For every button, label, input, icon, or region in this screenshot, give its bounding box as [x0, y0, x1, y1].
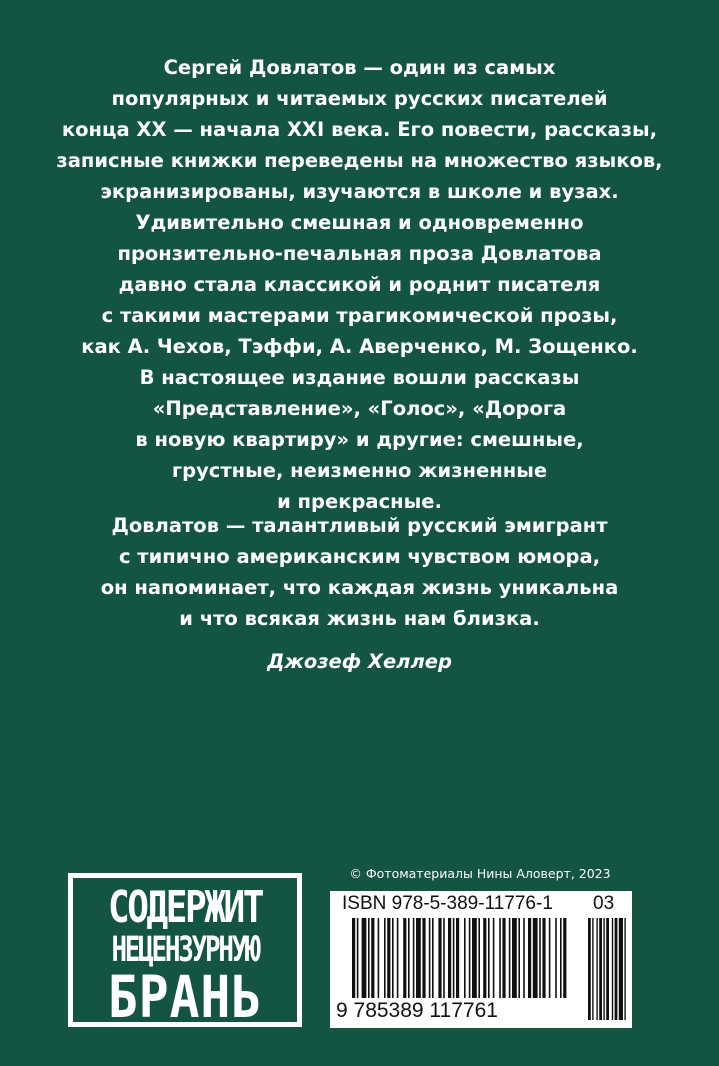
barcode-bar — [478, 918, 480, 998]
barcode-bar — [493, 918, 495, 998]
barcode-bar — [368, 918, 370, 998]
barcode-bar — [464, 918, 466, 998]
barcode-bar — [432, 918, 434, 998]
barcode-bar — [499, 918, 501, 998]
blurb-line: с такими мастерами трагикомической прозы, — [101, 304, 618, 327]
blurb-line: давно стала классикой и роднит писателя — [118, 273, 601, 296]
blurb-line: записные книжки переведены на множество языков, — [56, 149, 663, 172]
blurb-line: конца XX — начала XXI века. Его повести, рассказы, — [61, 118, 658, 141]
barcode-bar — [502, 918, 505, 998]
barcode-digits: 9 785389 117761 — [336, 999, 498, 1022]
blurb-line: Сергей Довлатов — один из самых — [163, 56, 556, 79]
barcode-bar — [518, 918, 520, 998]
quote-line: он напоминает, что каждая жизнь уникальна — [100, 576, 619, 599]
review-quote — [0, 510, 719, 634]
barcode-addon-bar — [596, 918, 597, 1020]
barcode-addon-bar — [624, 918, 625, 1020]
profanity-warning-stamp — [68, 873, 302, 1031]
barcode-bar — [371, 918, 374, 998]
barcode-addon-bar — [615, 918, 618, 1020]
barcode-bar — [539, 918, 541, 998]
barcode-bar — [357, 918, 359, 998]
barcode-bar — [378, 918, 380, 998]
barcode-bar — [563, 918, 566, 998]
barcode-bar — [453, 918, 455, 998]
barcode-bar — [560, 918, 562, 998]
quote-author: Джозеф Хеллер — [267, 650, 452, 673]
blurb-line: как А. Чехов, Тэффи, А. Аверченко, М. Зощенко. — [81, 335, 638, 358]
blurb-line: экранизированы, изучаются в школе и вузах. — [100, 180, 619, 203]
barcode-addon-bar — [606, 918, 609, 1020]
barcode-bar — [438, 918, 441, 998]
blurb-line: Удивительно смешная и одновременно — [135, 211, 584, 234]
barcode-bar — [523, 918, 525, 998]
barcode-bar — [384, 918, 386, 998]
quote-line: Довлатов — талантливый русский эмигрант — [111, 514, 608, 537]
barcode-bar — [555, 918, 557, 998]
blurb-text — [0, 52, 719, 517]
blurb-line: в новую квартиру» и другие: смешные, — [135, 428, 584, 451]
barcode-addon-bar — [599, 918, 602, 1020]
barcode-bar — [512, 918, 517, 998]
barcode-bar — [448, 918, 451, 998]
barcode-bar — [509, 918, 511, 998]
barcode-bar — [533, 918, 538, 998]
barcode-bar — [403, 918, 406, 998]
photo-credit: © Фотоматериалы Нины Аловерт, 2023 — [349, 866, 611, 881]
barcode-bar — [397, 918, 399, 998]
barcode-bar — [429, 918, 431, 998]
blurb-line: пронзительно-печальная проза Довлатова — [117, 242, 602, 265]
barcode-bar — [443, 918, 445, 998]
quote-line: с типично американским чувством юмора, — [118, 545, 601, 568]
barcode-bar — [542, 918, 545, 998]
barcode-bar — [413, 918, 415, 998]
barcode-bar — [416, 918, 421, 998]
blurb-line: и прекрасные. — [277, 490, 442, 513]
barcode-bar — [488, 918, 490, 998]
stamp-line-3: БРАНЬ — [107, 963, 263, 1031]
barcode-addon-bar — [588, 918, 591, 1020]
barcode-bar — [362, 918, 367, 998]
isbn-barcode — [330, 891, 632, 1028]
barcode-bar — [352, 918, 355, 998]
blurb-line: грустные, неизменно жизненные — [171, 459, 548, 482]
barcode-addon-bar — [612, 918, 613, 1020]
isbn-label: ISBN 978-5-389-11776-1 — [342, 893, 553, 914]
barcode-bar — [392, 918, 394, 998]
barcode-bar — [387, 918, 390, 998]
blurb-line: В настоящее издание вошли рассказы — [139, 366, 580, 389]
barcode-addon-bar — [592, 918, 593, 1020]
blurb-line: «Представление», «Голос», «Дорога — [152, 397, 567, 420]
barcode-addon-bar — [619, 918, 623, 1020]
barcode-bar — [472, 918, 477, 998]
barcode-bar — [469, 918, 471, 998]
barcode-addon-label: 03 — [593, 893, 615, 914]
quote-line: и что всякая жизнь нам близка. — [179, 607, 540, 630]
barcode-addon-bar — [603, 918, 604, 1020]
barcode-bar — [408, 918, 410, 998]
barcode-bar — [528, 918, 531, 998]
barcode-bar — [483, 918, 486, 998]
barcode-bar — [422, 918, 425, 998]
barcode-bar — [549, 918, 551, 998]
stamp-line-1: СОДЕРЖИТ — [107, 882, 263, 933]
stamp-line-2: НЕЦЕНЗУРНУЮ — [111, 930, 259, 970]
blurb-line: популярных и читаемых русских писателей — [111, 87, 608, 110]
barcode-bar — [456, 918, 459, 998]
